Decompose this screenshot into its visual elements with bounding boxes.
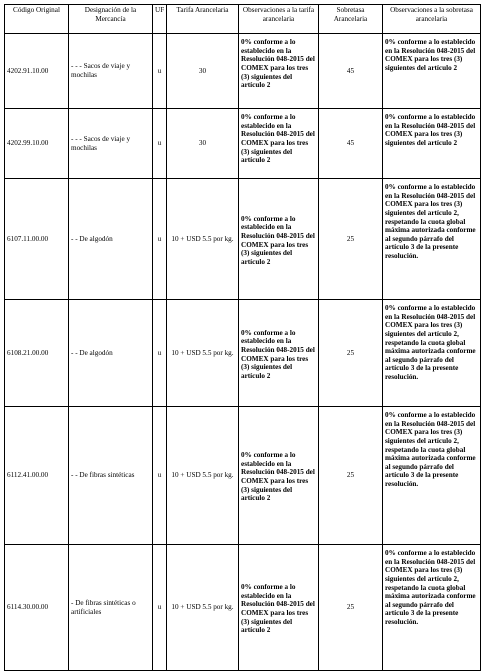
cell-codigo: 6112.41.00.00 bbox=[5, 407, 69, 545]
cell-designacion: - - - Sacos de viaje y mochilas bbox=[69, 34, 153, 109]
cell-obs-sobretasa: 0% conforme a lo establecido en la Resolución 048-2015 del COMEX para los tres (3) siguientes del artículo 2 bbox=[383, 109, 481, 179]
document-page bbox=[4, 4, 480, 671]
cell-obs-tarifa: 0% conforme a lo establecido en la Resolución 048-2015 del COMEX para los tres (3) siguientes del artículo 2 bbox=[239, 109, 319, 179]
cell-obs-tarifa: 0% conforme a lo establecido en la Resolución 048-2015 del COMEX para los tres (3) siguientes del artículo 2 bbox=[239, 545, 319, 671]
cell-codigo: 6107.11.00.00 bbox=[5, 179, 69, 300]
cell-designacion: - - De algodón bbox=[69, 300, 153, 407]
cell-codigo: 4202.91.10.00 bbox=[5, 34, 69, 109]
header-codigo: Código Original bbox=[5, 5, 69, 34]
cell-designacion: - De fibras sintéticas o artificiales bbox=[69, 545, 153, 671]
header-obs-tarifa: Observaciones a la tarifa arancelaria bbox=[239, 5, 319, 34]
header-tarifa: Tarifa Arancelaria bbox=[167, 5, 239, 34]
cell-obs-sobretasa: 0% conforme a lo establecido en la Resolución 048-2015 del COMEX para los tres (3) siguientes del artículo 2, respetando la cuota global máxima autorizada conforme al segundo párrafo del artículo 3 de la presente resolución. bbox=[383, 179, 481, 300]
cell-codigo: 6108.21.00.00 bbox=[5, 300, 69, 407]
header-designacion: Designación de la Mercancía bbox=[69, 5, 153, 34]
cell-tarifa: 10 + USD 5.5 por kg. bbox=[167, 407, 239, 545]
table-header-row bbox=[5, 5, 481, 34]
table-row bbox=[5, 407, 481, 545]
header-obs-sobretasa: Observaciones a la sobretasa arancelaria bbox=[383, 5, 481, 34]
cell-tarifa: 10 + USD 5.5 por kg. bbox=[167, 179, 239, 300]
header-sobretasa: Sobretasa Arancelaria bbox=[319, 5, 383, 34]
cell-obs-tarifa: 0% conforme a lo establecido en la Resolución 048-2015 del COMEX para los tres (3) siguientes del artículo 2 bbox=[239, 300, 319, 407]
cell-obs-sobretasa: 0% conforme a lo establecido en la Resolución 048-2015 del COMEX para los tres (3) siguientes del artículo 2, respetando la cuota global máxima autorizada conforme al segundo párrafo del artículo 3 de la presente resolución. bbox=[383, 407, 481, 545]
cell-sobretasa: 25 bbox=[319, 407, 383, 545]
cell-tarifa: 10 + USD 5.5 por kg. bbox=[167, 545, 239, 671]
header-uf: UF bbox=[153, 5, 167, 34]
cell-uf: u bbox=[153, 300, 167, 407]
cell-obs-tarifa: 0% conforme a lo establecido en la Resolución 048-2015 del COMEX para los tres (3) siguientes del artículo 2 bbox=[239, 179, 319, 300]
cell-sobretasa: 25 bbox=[319, 300, 383, 407]
cell-codigo: 6114.30.00.00 bbox=[5, 545, 69, 671]
cell-obs-tarifa: 0% conforme a lo establecido en la Resolución 048-2015 del COMEX para los tres (3) siguientes del artículo 2 bbox=[239, 34, 319, 109]
cell-obs-tarifa: 0% conforme a lo establecido en la Resolución 048-2015 del COMEX para los tres (3) siguientes del artículo 2 bbox=[239, 407, 319, 545]
cell-uf: u bbox=[153, 545, 167, 671]
cell-sobretasa: 45 bbox=[319, 109, 383, 179]
table-row bbox=[5, 34, 481, 109]
cell-uf: u bbox=[153, 34, 167, 109]
cell-codigo: 4202.99.10.00 bbox=[5, 109, 69, 179]
cell-tarifa: 30 bbox=[167, 109, 239, 179]
cell-sobretasa: 45 bbox=[319, 34, 383, 109]
cell-sobretasa: 25 bbox=[319, 179, 383, 300]
cell-obs-sobretasa: 0% conforme a lo establecido en la Resolución 048-2015 del COMEX para los tres (3) siguientes del artículo 2, respetando la cuota global máxima autorizada conforme al segundo párrafo del artículo 3 de la presente resolución. bbox=[383, 545, 481, 671]
cell-uf: u bbox=[153, 179, 167, 300]
cell-uf: u bbox=[153, 109, 167, 179]
cell-sobretasa: 25 bbox=[319, 545, 383, 671]
cell-obs-sobretasa: 0% conforme a lo establecido en la Resolución 048-2015 del COMEX para los tres (3) siguientes del artículo 2, respetando la cuota global máxima autorizada conforme al segundo párrafo del artículo 3 de la presente resolución. bbox=[383, 300, 481, 407]
cell-designacion: - - De algodón bbox=[69, 179, 153, 300]
cell-tarifa: 10 + USD 5.5 por kg. bbox=[167, 300, 239, 407]
cell-uf: u bbox=[153, 407, 167, 545]
table-row bbox=[5, 545, 481, 671]
cell-designacion: - - De fibras sintéticas bbox=[69, 407, 153, 545]
cell-designacion: - - - Sacos de viaje y mochilas bbox=[69, 109, 153, 179]
cell-obs-sobretasa: 0% conforme a lo establecido en la Resolución 048-2015 del COMEX para los tres (3) siguientes del artículo 2 bbox=[383, 34, 481, 109]
tariff-table bbox=[4, 4, 481, 671]
table-row bbox=[5, 300, 481, 407]
table-row bbox=[5, 109, 481, 179]
table-row bbox=[5, 179, 481, 300]
cell-tarifa: 30 bbox=[167, 34, 239, 109]
